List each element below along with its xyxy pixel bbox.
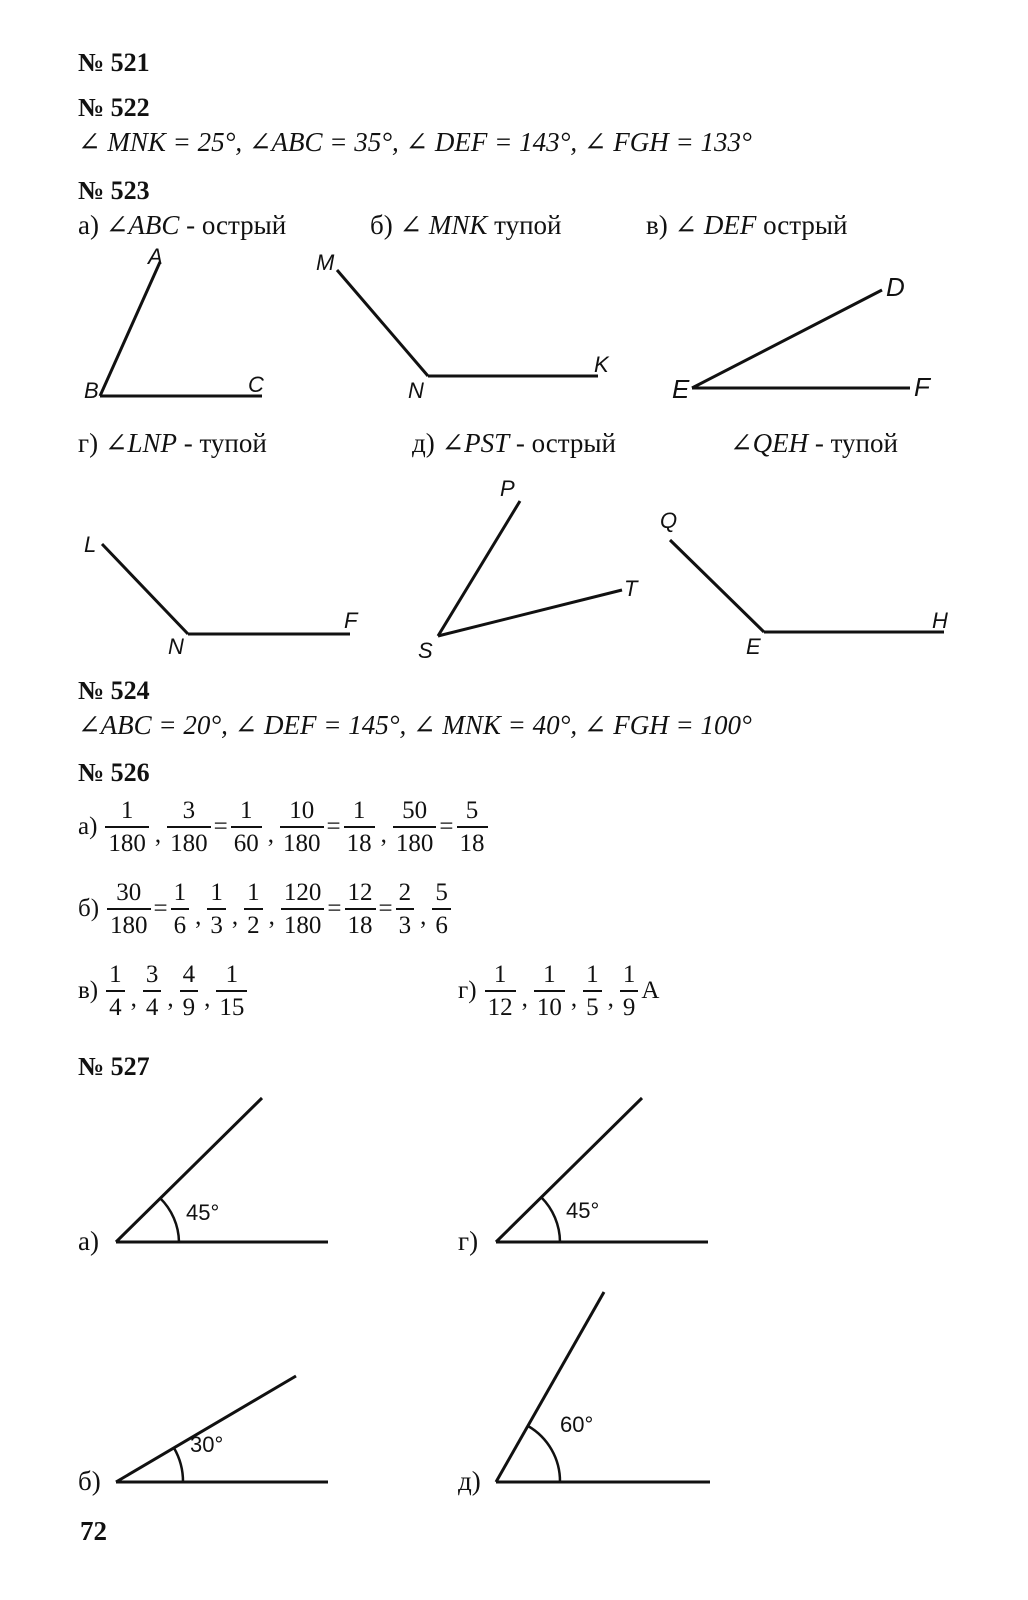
fraction-row-526-a: а) $\frac{1}{180}$ , $\frac{3}{180}$ = $\frac{1}{60}$ , $\frac{10}{180}$ = $\frac{1}{18}$ , $\frac{50}{180}$ = $\frac{5}{18}$ bbox=[78, 798, 490, 856]
point-label-Q: Q bbox=[660, 508, 678, 533]
ray-SP bbox=[438, 501, 520, 636]
point-label-S: S bbox=[418, 638, 433, 663]
fraction: $\frac{1}{18}$ bbox=[344, 798, 375, 856]
point-label-D: D bbox=[886, 272, 905, 302]
point-label-E: E bbox=[672, 374, 690, 404]
fraction: $\frac{1}{180}$ bbox=[105, 798, 149, 856]
point-label-T: T bbox=[624, 576, 638, 601]
label-527-d: д) bbox=[458, 1466, 481, 1496]
item-desc: - тупой bbox=[183, 428, 267, 458]
item-desc: острый bbox=[763, 210, 848, 240]
fraction: $\frac{1}{6}$ bbox=[171, 880, 190, 938]
row-prefix: г) bbox=[458, 977, 477, 1004]
heading-524: № 524 bbox=[78, 676, 150, 705]
item-angle: ∠ DEF bbox=[674, 210, 757, 240]
fraction: $\frac{12}{18}$ bbox=[345, 880, 376, 938]
figures-527 bbox=[0, 1080, 1028, 1520]
item-desc: - тупой bbox=[814, 428, 898, 458]
arc-b bbox=[174, 1448, 183, 1482]
point-label-P: P bbox=[500, 476, 515, 501]
heading-521: № 521 bbox=[78, 48, 150, 77]
heading-523: № 523 bbox=[78, 176, 150, 205]
point-label-M: M bbox=[316, 250, 335, 275]
fraction: $\frac{1}{15}$ bbox=[216, 962, 247, 1020]
fraction: $\frac{4}{9}$ bbox=[180, 962, 199, 1020]
angle-value-527-g: 45° bbox=[566, 1198, 600, 1223]
item-prefix: д) bbox=[412, 428, 435, 458]
ray-b-upper bbox=[116, 1376, 296, 1482]
fraction-row-526-g: г) $\frac{1}{12}$ , $\frac{1}{10}$ , $\frac{1}{5}$ , $\frac{1}{9}$ A bbox=[458, 961, 660, 1021]
label-527-b: б) bbox=[78, 1466, 101, 1496]
point-label-F2: F bbox=[344, 608, 358, 633]
arc-g bbox=[541, 1197, 560, 1242]
fraction: $\frac{1}{9}$ bbox=[620, 962, 639, 1020]
answer-524: ∠ABC = 20°, ∠ DEF = 145°, ∠ MNK = 40°, ∠ FGH = 100° bbox=[78, 710, 752, 740]
item-angle: ∠PST bbox=[441, 428, 510, 458]
fraction: $\frac{30}{180}$ bbox=[107, 880, 151, 938]
item-desc: тупой bbox=[494, 210, 562, 240]
fraction: $\frac{120}{180}$ bbox=[281, 880, 325, 938]
item-desc: - острый bbox=[515, 428, 616, 458]
point-label-L: L bbox=[84, 532, 97, 557]
fraction: $\frac{3}{4}$ bbox=[143, 962, 162, 1020]
item-523-e bbox=[730, 428, 898, 459]
fraction: $\frac{1}{4}$ bbox=[106, 962, 125, 1020]
point-label-E2: E bbox=[746, 634, 761, 659]
ray-NM bbox=[337, 270, 428, 376]
fraction: $\frac{3}{180}$ bbox=[167, 798, 211, 856]
fraction: $\frac{1}{3}$ bbox=[207, 880, 226, 938]
heading-526: № 526 bbox=[78, 758, 150, 787]
answer-522: ∠ MNK = 25°, ∠ABC = 35°, ∠ DEF = 143°, ∠ FGH = 133° bbox=[78, 127, 752, 157]
item-prefix: а) bbox=[78, 210, 99, 240]
angle-value-527-d: 60° bbox=[560, 1412, 594, 1437]
fraction: $\frac{1}{10}$ bbox=[534, 962, 565, 1020]
item-angle: ∠ MNK bbox=[399, 210, 488, 240]
item-angle: ∠QEH bbox=[730, 428, 809, 458]
fraction: $\frac{5}{6}$ bbox=[432, 880, 451, 938]
fraction: $\frac{50}{180}$ bbox=[393, 798, 437, 856]
item-angle: ∠LNP bbox=[104, 428, 177, 458]
ray-EQ bbox=[670, 540, 764, 632]
ray-NL bbox=[102, 544, 188, 634]
fraction: $\frac{10}{180}$ bbox=[280, 798, 324, 856]
point-label-N: N bbox=[408, 378, 424, 403]
fraction: $\frac{1}{60}$ bbox=[231, 798, 262, 856]
heading-527: № 527 bbox=[78, 1052, 150, 1081]
fraction-row-526-b: б) $\frac{30}{180}$ = $\frac{1}{6}$ , $\frac{1}{3}$ , $\frac{1}{2}$ , $\frac{120}{180}$ = $\frac{12}{18}$ = $\frac{2}{3}$ , $\frac{5}{6}$ bbox=[78, 880, 453, 938]
fraction: $\frac{1}{12}$ bbox=[485, 962, 516, 1020]
figures-523-row1 bbox=[0, 0, 1028, 700]
item-prefix: б) bbox=[370, 210, 393, 240]
point-label-A: A bbox=[148, 244, 163, 269]
point-label-C: C bbox=[248, 372, 264, 397]
item-desc: - острый bbox=[186, 210, 287, 240]
arc-d bbox=[528, 1426, 560, 1482]
fraction: $\frac{2}{3}$ bbox=[396, 880, 415, 938]
row-prefix: а) bbox=[78, 813, 98, 840]
arc-a bbox=[160, 1198, 179, 1242]
label-527-g: г) bbox=[458, 1226, 479, 1256]
angle-value-527-a: 45° bbox=[186, 1200, 220, 1225]
row-suffix: A bbox=[641, 977, 660, 1004]
heading-522: № 522 bbox=[78, 93, 150, 122]
item-angle: ∠ABC bbox=[105, 210, 180, 240]
fraction: $\frac{1}{5}$ bbox=[583, 962, 602, 1020]
item-523-d bbox=[412, 428, 616, 459]
ray-ED bbox=[692, 290, 882, 388]
angle-value-527-b: 30° bbox=[190, 1432, 224, 1457]
point-label-N2: N bbox=[168, 634, 184, 659]
item-prefix: г) bbox=[78, 428, 99, 458]
ray-d-upper bbox=[496, 1292, 604, 1482]
item-prefix: в) bbox=[646, 210, 668, 240]
row-prefix: в) bbox=[78, 977, 99, 1004]
ray-ST bbox=[438, 590, 622, 636]
fraction-row-526-v: в) $\frac{1}{4}$ , $\frac{3}{4}$ , $\frac{4}{9}$ , $\frac{1}{15}$ bbox=[78, 962, 249, 1020]
row-prefix: б) bbox=[78, 895, 100, 922]
ray-BA bbox=[100, 262, 160, 396]
fraction: $\frac{5}{18}$ bbox=[457, 798, 488, 856]
point-label-B: B bbox=[84, 378, 99, 403]
label-527-a: а) bbox=[78, 1226, 99, 1256]
fraction: $\frac{1}{2}$ bbox=[244, 880, 263, 938]
point-label-K: K bbox=[594, 352, 609, 377]
point-label-F: F bbox=[914, 372, 930, 402]
page-number: 72 bbox=[80, 1516, 107, 1546]
item-523-g bbox=[78, 428, 267, 459]
point-label-H: H bbox=[932, 608, 948, 633]
